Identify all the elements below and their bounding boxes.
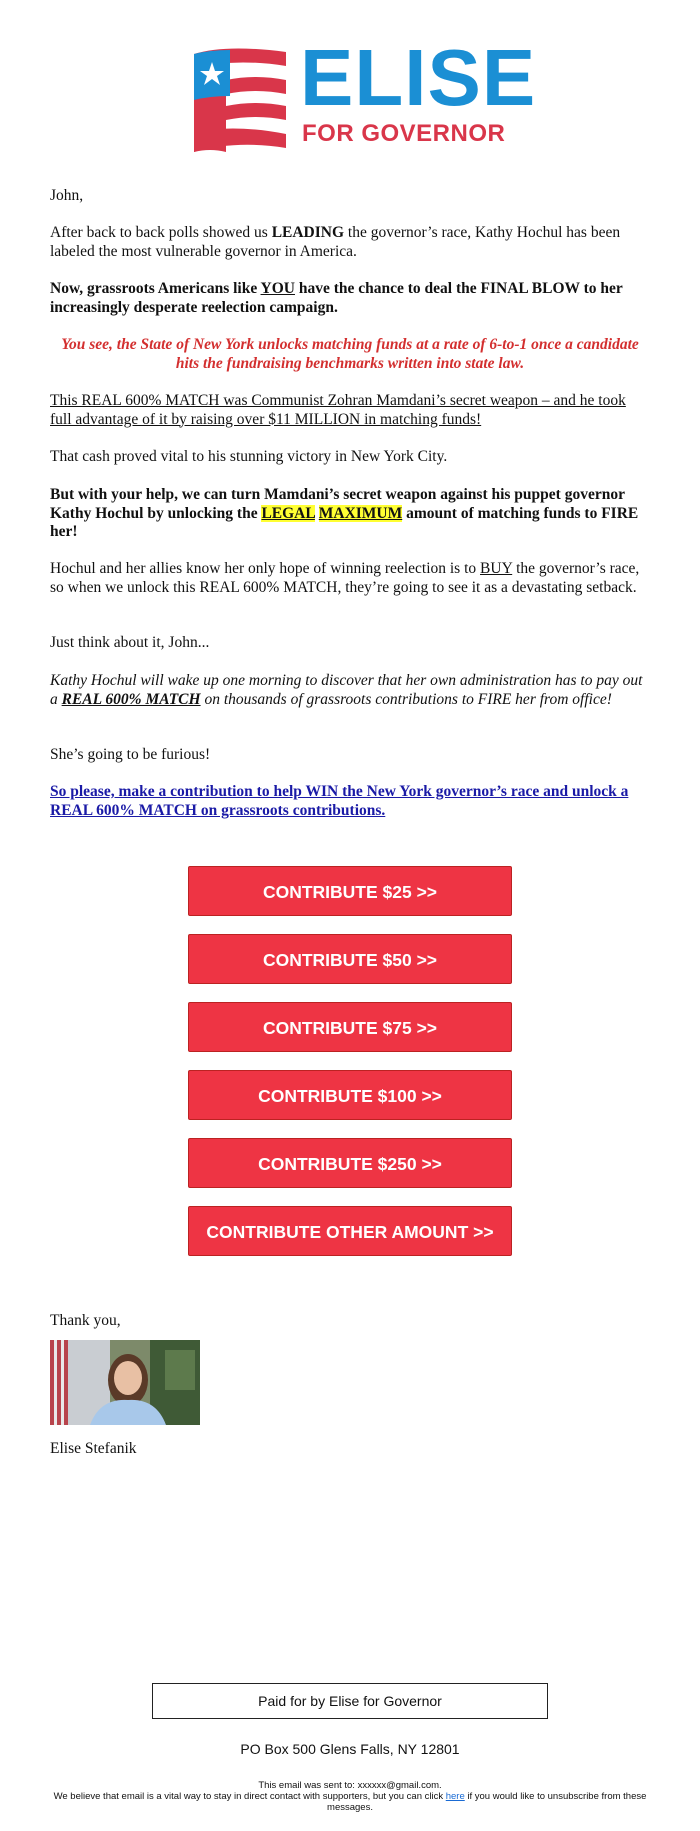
contribute-25-button[interactable]: CONTRIBUTE $25 >> <box>188 866 512 916</box>
paragraph-600-match: This REAL 600% MATCH was Communist Zohran Mamdani’s secret weapon – and he took full advantage of it by raising over $11 MILLION in matching funds! <box>50 392 626 428</box>
paid-for-box: Paid for by Elise for Governor <box>152 1683 548 1719</box>
contribute-100-button[interactable]: CONTRIBUTE $100 >> <box>188 1070 512 1120</box>
paragraph-buy-race: Hochul and her allies know her only hope of winning reelection is to BUY the governor’s race, so when we unlock this REAL 600% MATCH, they’re going to see it as a devastating setback. <box>50 560 640 596</box>
paragraph-polls: After back to back polls showed us LEADING the governor’s race, Kathy Hochul has been labeled the most vulnerable governor in America. <box>50 224 621 260</box>
signature-name: Elise Stefanik <box>50 1440 137 1457</box>
contribute-other-button[interactable]: CONTRIBUTE OTHER AMOUNT >> <box>188 1206 512 1256</box>
contribute-link[interactable]: So please, make a contribution to help WIN the New York governor’s race and unlock a REAL 600% MATCH on grassroots contributions. <box>50 783 629 819</box>
contribute-75-button[interactable]: CONTRIBUTE $75 >> <box>188 1002 512 1052</box>
sent-to-notice: This email was sent to: xxxxxx@gmail.com. <box>258 1780 442 1791</box>
paragraph-cash: That cash proved vital to his stunning victory in New York City. <box>50 448 448 465</box>
logo-subtitle: FOR GOVERNOR <box>302 120 506 147</box>
thanks-text: Thank you, <box>50 1312 121 1329</box>
contribute-250-button[interactable]: CONTRIBUTE $250 >> <box>188 1138 512 1188</box>
paragraph-secret-weapon: But with your help, we can turn Mamdani’s secret weapon against his puppet governor Kathy Hochul by unlocking the LEGAL MAXIMUM amount of matching funds to FIRE her! <box>50 486 639 540</box>
candidate-photo <box>50 1340 200 1425</box>
contribute-50-button[interactable]: CONTRIBUTE $50 >> <box>188 934 512 984</box>
paragraph-wake-up: Kathy Hochul will wake up one morning to discover that her own administration has to pay out a REAL 600% MATCH on thousands of grassroots contributions to FIRE her from office! <box>50 672 643 708</box>
logo-title: ELISE <box>300 33 537 122</box>
paragraph-think: Just think about it, John... <box>50 634 210 651</box>
paragraph-matching-funds: You see, the State of New York unlocks matching funds at a rate of 6-to-1 once a candidate hits the fundraising benchmarks written into state law. <box>61 336 639 372</box>
unsubscribe-notice: We believe that email is a vital way to stay in direct contact with supporters, but you can click here if you would like to unsubscribe from these messages. <box>53 1791 647 1813</box>
flag-e-icon <box>186 44 298 156</box>
mailing-address: PO Box 500 Glens Falls, NY 12801 <box>240 1741 460 1757</box>
campaign-logo <box>186 33 537 156</box>
salutation: John, <box>50 187 84 204</box>
unsubscribe-link[interactable]: here <box>445 1791 465 1802</box>
paragraph-final-blow: Now, grassroots Americans like YOU have the chance to deal the FINAL BLOW to her increasingly desperate reelection campaign. <box>50 280 623 316</box>
paragraph-furious: She’s going to be furious! <box>50 746 211 763</box>
